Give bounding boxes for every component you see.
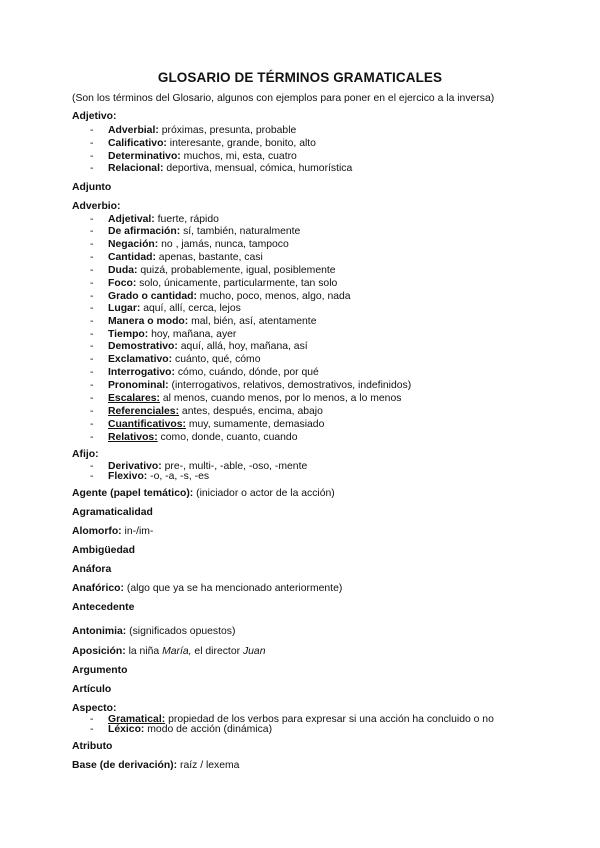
item-label: Foco:: [108, 278, 137, 289]
term-label: Aposición:: [72, 646, 126, 657]
page-subtitle: (Son los términos del Glosario, algunos con ejemplos para poner en el ejercico a la inversa): [72, 93, 495, 104]
item-text: (interrogativos, relativos, demostrativos, indefinidos): [168, 380, 412, 391]
dash: -: [90, 406, 94, 417]
item-label: Manera o modo:: [108, 316, 189, 327]
item-label: Negación:: [108, 239, 159, 250]
dash: -: [90, 239, 94, 250]
term-label: Antonimia:: [72, 626, 127, 637]
dash: -: [90, 419, 94, 430]
adjetivo-item: [90, 124, 296, 137]
term-label: Adjunto: [72, 182, 112, 193]
item-label: Demostrativo:: [108, 341, 178, 352]
dash: -: [90, 393, 94, 404]
item-text: muy, sumamente, demasiado: [185, 419, 325, 430]
item-text: al menos, cuando menos, por lo menos, a lo menos: [160, 393, 402, 404]
term-text: la niña: [125, 646, 163, 657]
item-label: Flexivo:: [108, 471, 148, 482]
dash: -: [90, 329, 94, 340]
item-text: mal, bién, así, atentamente: [188, 316, 317, 327]
adverbio-item: [90, 315, 316, 328]
item-text: quizá, probablemente, igual, posiblemente: [137, 265, 336, 276]
dash: -: [90, 367, 94, 378]
item-text: propiedad de los verbos para expresar si una acción ha concluido o no: [165, 714, 494, 725]
item-text: pre-, multi-, -able, -oso, -mente: [161, 461, 308, 472]
adverbio-item: [90, 431, 297, 444]
adverbio-item: [90, 277, 337, 290]
item-label: Exclamativo:: [108, 354, 173, 365]
item-text: muchos, mi, esta, cuatro: [180, 151, 297, 162]
dash: -: [90, 341, 94, 352]
dash: -: [90, 303, 94, 314]
item-text: aquí, allá, hoy, mañana, así: [177, 341, 308, 352]
term-adjunto: [72, 182, 111, 193]
adverbio-item: [90, 238, 289, 251]
afijo-item: [90, 470, 209, 483]
item-label: Tiempo:: [108, 329, 149, 340]
aspecto-item: [90, 723, 272, 736]
term-agente: [72, 488, 335, 499]
term-label: Antecedente: [72, 602, 135, 613]
term-anafora: [72, 564, 111, 575]
dash: -: [90, 214, 94, 225]
dash: -: [90, 354, 94, 365]
item-text: cuánto, qué, cómo: [172, 354, 261, 365]
dash: -: [90, 278, 94, 289]
dash: -: [90, 724, 94, 735]
item-label: Duda:: [108, 265, 138, 276]
adverbio-item: [90, 392, 401, 405]
item-text: aquí, allí, cerca, lejos: [140, 303, 241, 314]
dash: -: [90, 471, 94, 482]
item-label: Cantidad:: [108, 252, 156, 263]
adverbio-item: [90, 251, 263, 264]
dash: -: [90, 265, 94, 276]
adverbio-item: [90, 379, 411, 392]
dash: -: [90, 151, 94, 162]
term-anaforico: [72, 583, 342, 594]
item-text: como, donde, cuanto, cuando: [157, 432, 298, 443]
term-afijo: [72, 449, 99, 460]
example-text: Juan: [242, 646, 266, 657]
term-ambiguedad: [72, 545, 135, 556]
dash: -: [90, 316, 94, 327]
adverbio-item: [90, 405, 323, 418]
term-antecedente: [72, 602, 134, 613]
term-argumento: [72, 665, 127, 676]
term-label: Atributo: [72, 741, 113, 752]
dash: -: [90, 432, 94, 443]
term-text: el director: [191, 646, 243, 657]
term-label: Argumento: [72, 665, 128, 676]
item-label: Pronominal:: [108, 380, 169, 391]
adverbio-item: [90, 366, 319, 379]
item-text: apenas, bastante, casi: [155, 252, 263, 263]
adjetivo-item: [90, 162, 352, 175]
term-label: Base (de derivación):: [72, 760, 178, 771]
dash: -: [90, 163, 94, 174]
adverbio-item: [90, 418, 324, 431]
item-text: cómo, cuándo, dónde, por qué: [174, 367, 319, 378]
item-label: Adverbial:: [108, 125, 159, 136]
item-label: Adjetival:: [108, 214, 155, 225]
adjetivo-item: [90, 137, 316, 150]
item-text: deportiva, mensual, cómica, humorística: [163, 163, 353, 174]
term-label: Anafórico:: [72, 583, 124, 594]
dash: -: [90, 461, 94, 472]
item-label: Determinativo:: [108, 151, 181, 162]
item-text: próximas, presunta, probable: [158, 125, 297, 136]
item-label: Relacional:: [108, 163, 164, 174]
term-label: Adverbio:: [72, 201, 121, 212]
term-adjetivo: [72, 111, 116, 122]
adverbio-item: [90, 302, 241, 315]
item-label: Referenciales:: [108, 406, 180, 417]
dash: -: [90, 252, 94, 263]
term-alomorfo: [72, 526, 153, 537]
item-text: no , jamás, nunca, tampoco: [158, 239, 289, 250]
example-text: María,: [162, 646, 192, 657]
term-label: Adjetivo:: [72, 111, 117, 122]
item-label: Interrogativo:: [108, 367, 175, 378]
item-text: hoy, mañana, ayer: [148, 329, 237, 340]
dash: -: [90, 291, 94, 302]
item-label: Léxico:: [108, 724, 145, 735]
term-text: raíz / lexema: [177, 760, 240, 771]
term-agramaticalidad: [72, 507, 153, 518]
item-label: De afirmación:: [108, 226, 181, 237]
term-label: Artículo: [72, 684, 112, 695]
term-label: Ambigüedad: [72, 545, 135, 556]
term-aposicion: [72, 646, 266, 657]
term-text: (iniciador o actor de la acción): [193, 488, 335, 499]
term-text: (algo que ya se ha mencionado anteriormente): [123, 583, 343, 594]
item-text: modo de acción (dinámica): [144, 724, 273, 735]
dash: -: [90, 226, 94, 237]
item-text: sí, también, naturalmente: [180, 226, 301, 237]
term-antonimia: [72, 626, 235, 637]
item-label: Relativos:: [108, 432, 158, 443]
term-adverbio: [72, 201, 121, 212]
adverbio-item: [90, 225, 300, 238]
adverbio-item: [90, 353, 261, 366]
item-label: Escalares:: [108, 393, 160, 404]
item-label: Derivativo:: [108, 461, 162, 472]
item-label: Cuantificativos:: [108, 419, 186, 430]
item-label: Gramatical:: [108, 714, 166, 725]
term-label: Agente (papel temático):: [72, 488, 194, 499]
term-text: in-/im-: [121, 526, 154, 537]
term-text: (significados opuestos): [126, 626, 236, 637]
term-base: [72, 760, 239, 771]
item-label: Calificativo:: [108, 138, 167, 149]
item-label: Grado o cantidad:: [108, 291, 197, 302]
item-text: antes, después, encima, abajo: [179, 406, 323, 417]
item-text: solo, únicamente, particularmente, tan solo: [136, 278, 338, 289]
adverbio-item: [90, 340, 308, 353]
item-text: mucho, poco, menos, algo, nada: [196, 291, 351, 302]
term-label: Afijo:: [72, 449, 99, 460]
item-text: fuerte, rápido: [154, 214, 219, 225]
term-label: Anáfora: [72, 564, 112, 575]
term-label: Aspecto:: [72, 703, 117, 714]
adverbio-item: [90, 264, 336, 277]
term-articulo: [72, 684, 111, 695]
term-atributo: [72, 741, 112, 752]
dash: -: [90, 125, 94, 136]
item-text: -o, -a, -s, -es: [147, 471, 210, 482]
dash: -: [90, 138, 94, 149]
term-label: Agramaticalidad: [72, 507, 153, 518]
dash: -: [90, 380, 94, 391]
dash: -: [90, 714, 94, 725]
item-label: Lugar:: [108, 303, 141, 314]
term-label: Alomorfo:: [72, 526, 122, 537]
page-title: GLOSARIO DE TÉRMINOS GRAMATICALES: [157, 70, 443, 85]
item-text: interesante, grande, bonito, alto: [166, 138, 316, 149]
